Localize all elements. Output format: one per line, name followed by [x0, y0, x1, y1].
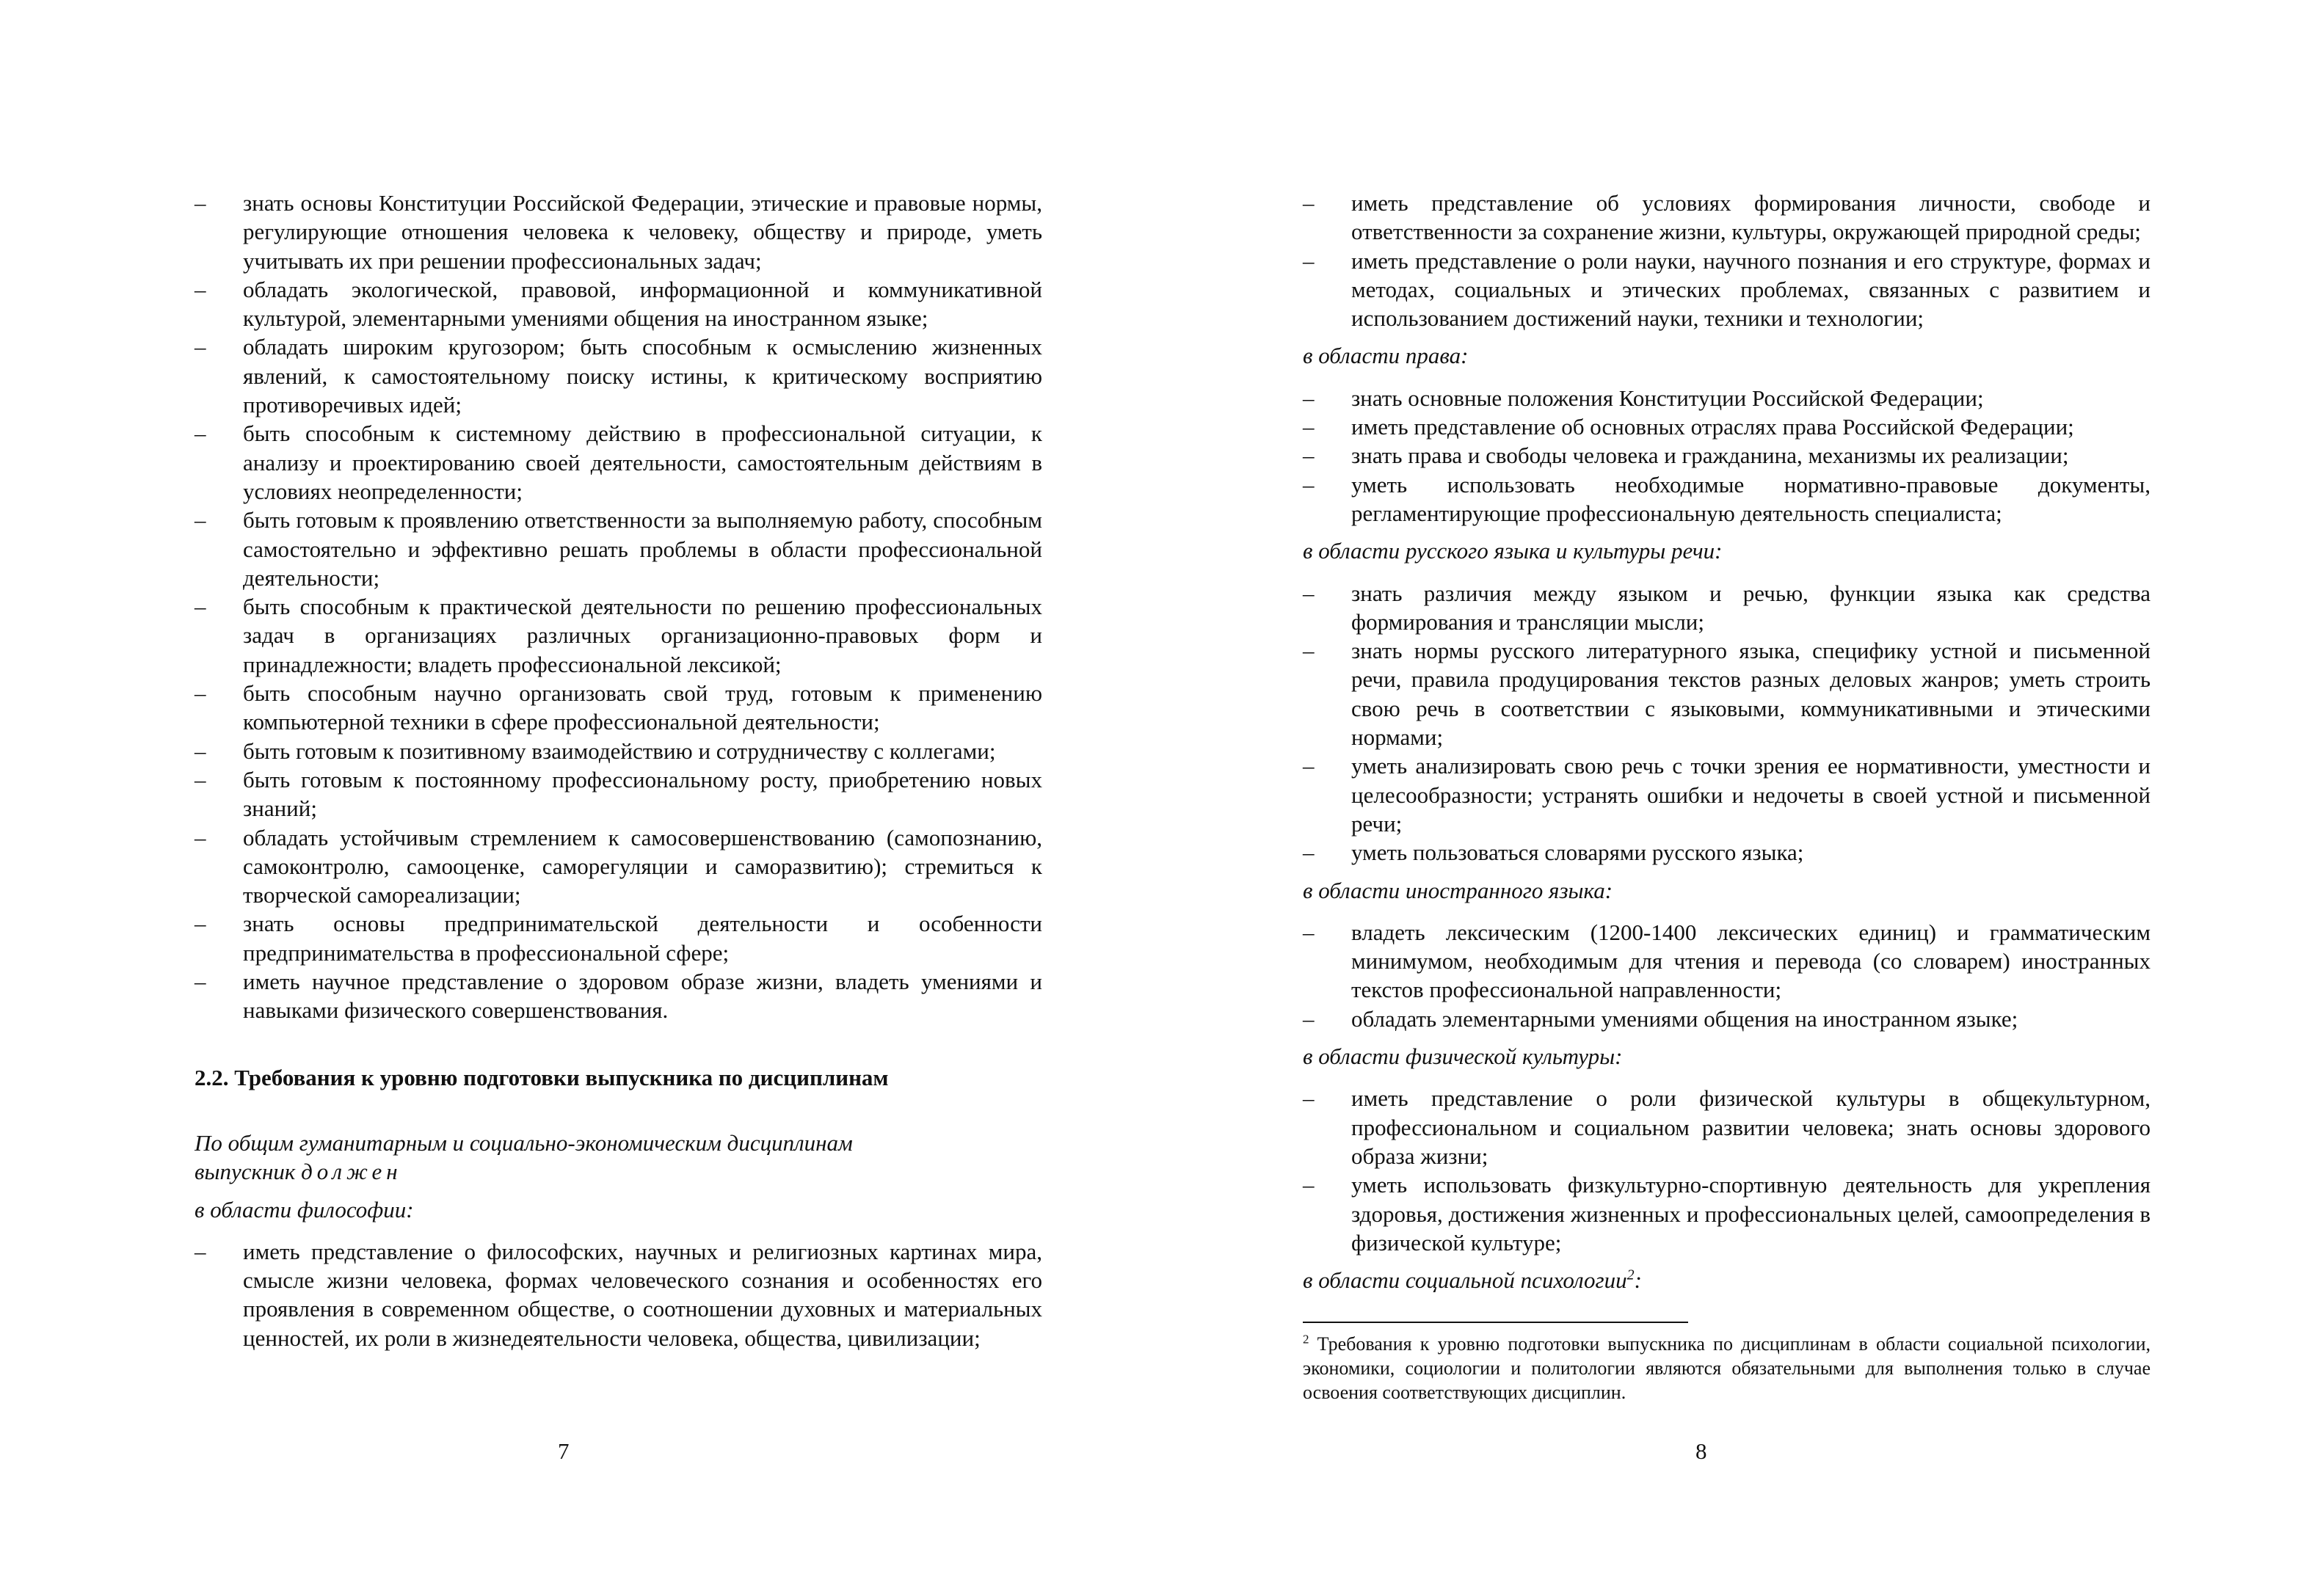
list-item: – быть способным к системному действию в профессиональной ситуации, к анализу и проектированию своей деятельности, самостоятельным действиям в условиях неопределенности; [195, 419, 1042, 506]
area-law-heading: в области права: [1303, 343, 1469, 369]
list-item: – обладать элементарными умениями общения на иностранном языке; [1303, 1005, 2151, 1033]
page-number-left: 7 [558, 1438, 570, 1464]
list-item: – быть способным научно организовать свой труд, готовым к применению компьютерной техники в сфере профессиональной деятельности; [195, 679, 1042, 737]
list-item: – уметь анализировать свою речь с точки зрения ее нормативности, уместности и целесообразности; устранять ошибки и недочеты в своей устной и письменной речи; [1303, 751, 2151, 838]
physical-culture-list [1303, 1084, 2151, 1257]
social-psychology-colon: : [1634, 1267, 1642, 1294]
right-page [1156, 0, 2312, 1596]
disciplines-subheading [195, 1129, 1042, 1187]
russian-language-list [1303, 579, 2151, 867]
list-item: – обладать экологической, правовой, информационной и коммуникативной культурой, элементарными умениями общения на иностранном языке; [195, 275, 1042, 333]
social-psychology-label: в области социальной психологии [1303, 1267, 1627, 1294]
footnote-separator [1303, 1322, 1688, 1323]
list-item: – быть готовым к постоянному профессиональному росту, приобретению новых знаний; [195, 765, 1042, 823]
personality-science-list [1303, 189, 2151, 332]
area-philosophy-heading: в области философии: [195, 1196, 414, 1222]
subheading-line1: По общим гуманитарным и социально-экономическим дисциплинам [195, 1129, 853, 1156]
list-item: – обладать широким кругозором; быть способным к осмыслению жизненных явлений, к самостоятельному поиску истины, к критическому восприятию противоречивых идей; [195, 332, 1042, 419]
list-item: – иметь представление об условиях формирования личности, свободе и ответственности за сохранение жизни, культуры, окружающей природной среды; [1303, 189, 2151, 247]
list-item: – иметь представление о роли физической культуры в общекультурном, профессиональном и социальном развитии человека; знать основы здорового образа жизни; [1303, 1084, 2151, 1170]
area-russian-heading: в области русского языка и культуры речи: [1303, 538, 1723, 564]
law-list [1303, 384, 2151, 528]
philosophy-list [195, 1237, 1042, 1352]
list-item: – знать различия между языком и речью, функции языка как средства формирования и трансляции мысли; [1303, 579, 2151, 637]
list-item: – владеть лексическим (1200-1400 лексических единиц) и грамматическим минимумом, необходимым для чтения и перевода (со словарем) иностранных текстов профессиональной направленности; [1303, 918, 2151, 1005]
footnote-text: Требования к уровню подготовки выпускника по дисциплинам в области социальной психологии, экономики, социологии и политологии являются обязательными для выполнения только в случае освоения соответствующих дисциплин. [1303, 1333, 2151, 1403]
list-item: – знать основные положения Конституции Российской Федерации; [1303, 384, 2151, 412]
subheading-line2-prefix: выпускник [195, 1159, 296, 1185]
list-item: – уметь пользоваться словарями русского языка; [1303, 838, 2151, 867]
list-item: – быть способным к практической деятельности по решению профессиональных задач в организациях различных организационно-правовых форм и принадлежности; владеть профессиональной лексикой; [195, 592, 1042, 679]
list-item: – иметь представление о философских, научных и религиозных картинах мира, смысле жизни человека, формах человеческого сознания и особенностях его проявления в современном обществе, о соотношении духовных и материальных ценностей, их роли в жизнедеятельности человека, общества, цивилизации; [195, 1237, 1042, 1352]
list-item: – быть готовым к позитивному взаимодействию и сотрудничеству с коллегами; [195, 737, 1042, 765]
footnote [1303, 1332, 2151, 1404]
list-item: – знать основы предпринимательской деятельности и особенности предпринимательства в профессиональной сфере; [195, 909, 1042, 967]
section-heading: 2.2. Требования к уровню подготовки выпускника по дисциплинам [195, 1064, 889, 1090]
area-physical-heading: в области физической культуры: [1303, 1043, 1623, 1070]
list-item: – уметь использовать необходимые нормативно-правовые документы, регламентирующие профессиональную деятельность специалиста; [1303, 470, 2151, 528]
area-foreign-heading: в области иностранного языка: [1303, 877, 1613, 903]
list-item: – иметь представление о роли науки, научного познания и его структуре, формах и методах, социальных и этических проблемах, связанных с развитием и использованием достижений науки, техники и технологии; [1303, 247, 2151, 333]
list-item: – обладать устойчивым стремлением к самосовершенствованию (самопознанию, самоконтролю, самооценке, саморегуляции и саморазвитию); стремиться к творческой самореализации; [195, 823, 1042, 910]
general-requirements-list [195, 189, 1042, 1025]
list-item: – знать права и свободы человека и гражданина, механизмы их реализации; [1303, 441, 2151, 470]
list-item: – знать основы Конституции Российской Федерации, этические и правовые нормы, регулирующие отношения человека к человеку, обществу и природе, уметь учитывать их при решении профессиональных задач; [195, 189, 1042, 275]
page-number-right: 8 [1695, 1438, 1707, 1464]
left-page-body [195, 189, 1042, 1352]
area-social-psychology-heading [1303, 1266, 2151, 1294]
footnote-number: 2 [1303, 1332, 1309, 1347]
subheading-line2-emphasis: должен [301, 1159, 402, 1185]
footnote-reference[interactable]: 2 [1626, 1267, 1635, 1283]
right-page-body [1303, 189, 2151, 1308]
foreign-language-list [1303, 918, 2151, 1033]
list-item: – уметь использовать физкультурно-спортивную деятельность для укрепления здоровья, достижения жизненных и профессиональных целей, самоопределения в физической культуре; [1303, 1170, 2151, 1257]
list-item: – быть готовым к проявлению ответственности за выполняемую работу, способным самостоятельно и эффективно решать проблемы в области профессиональной деятельности; [195, 506, 1042, 592]
list-item: – знать нормы русского литературного языка, специфику устной и письменной речи, правила продуцирования текстов разных деловых жанров; уметь строить свою речь в соответствии с языковыми, коммуникативными и этическими нормами; [1303, 636, 2151, 751]
list-item: – иметь научное представление о здоровом образе жизни, владеть умениями и навыками физического совершенствования. [195, 967, 1042, 1025]
list-item: – иметь представление об основных отраслях права Российской Федерации; [1303, 412, 2151, 441]
